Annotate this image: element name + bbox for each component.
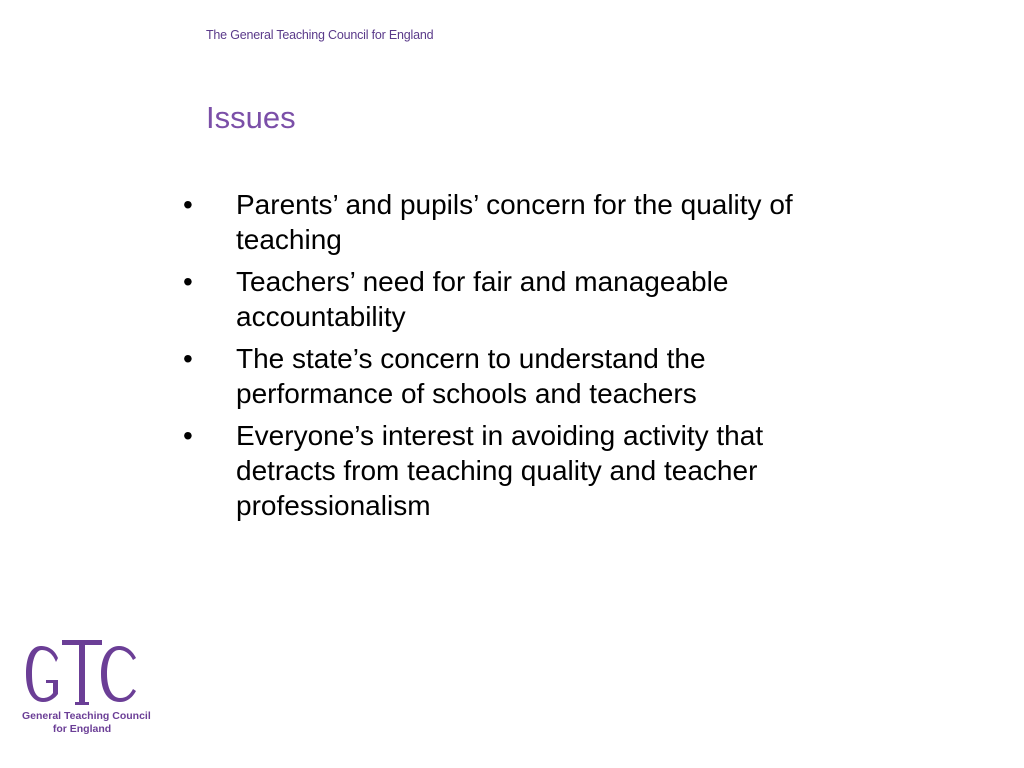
bullet-text: Teachers’ need for fair and manageable accountability — [236, 266, 729, 332]
slide-title: Issues — [206, 100, 296, 135]
gtc-logo-line1: General Teaching Council — [22, 710, 151, 722]
bullet-item — [183, 418, 863, 523]
bullet-icon: • — [183, 189, 193, 220]
bullet-text: The state’s concern to understand the performance of schools and teachers — [236, 343, 706, 409]
gtc-logo — [22, 636, 151, 736]
bullet-list — [183, 187, 863, 530]
header-organization-name: The General Teaching Council for England — [206, 28, 434, 42]
bullet-icon: • — [183, 420, 193, 451]
gtc-logo-mark-icon — [22, 636, 142, 708]
gtc-logo-line2: for England — [52, 723, 112, 735]
bullet-text: Parents’ and pupils’ concern for the quality of teaching — [236, 189, 793, 255]
bullet-text: Everyone’s interest in avoiding activity that detracts from teaching quality and teacher professionalism — [236, 420, 764, 521]
bullet-item — [183, 264, 863, 334]
gtc-logo-text — [22, 710, 151, 736]
bullet-item — [183, 187, 863, 257]
bullet-item — [183, 341, 863, 411]
bullet-icon: • — [183, 266, 193, 297]
bullet-icon: • — [183, 343, 193, 374]
